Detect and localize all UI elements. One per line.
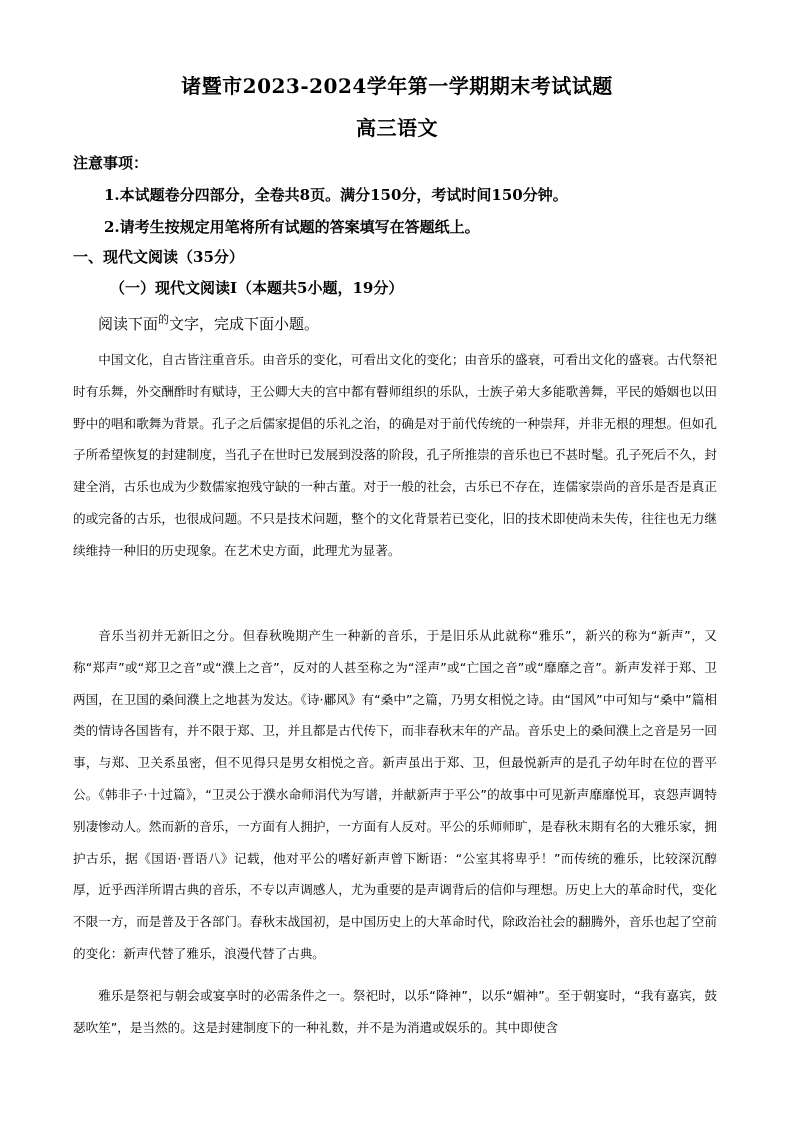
notice-item-2: 2.请考生按规定用笔将所有试题的答案填写在答题纸上。	[104, 218, 480, 236]
section-heading: 一、现代文阅读（35分）	[73, 248, 244, 266]
reading-instruction	[98, 313, 319, 334]
instruction-text-before: 阅读下面	[98, 315, 159, 333]
paragraph-text: 中国文化，自古皆注重音乐。由音乐的变化，可看出文化的变化；由音乐的盛衰，可看出文化的盛衰。古代祭祀时有乐舞，外交酬酢时有赋诗，王公卿大夫的宫中都有瞽师组织的乐队，士族子弟大多能歌善舞，平民的婚姻也以田野中的唱和歌舞为背景。孔子之后儒家提倡的乐礼之治，的确是对于前代传统的一种崇拜，并非无根的理想。但如孔子所希望恢复的封建制度，当孔子在世时已发展到没落的阶段，孔子所推崇的音乐也已不甚时髦。孔子死后不久，封建全消，古乐也成为少数儒家抱残守缺的一种古董。对于一般的社会，古乐已不存在，连儒家崇尚的音乐是否是真正的或完备的古乐，也很成问题。不只是技术问题，整个的文化背景若已变化，旧的技术即使尚未失传，往往也无力继续维持一种旧的历史现象。在艺术史方面，此理尤为显著。	[73, 352, 717, 558]
instruction-text-after: 文字，完成下面小题。	[169, 315, 320, 333]
notice-heading: 注意事项：	[73, 154, 149, 172]
reading-paragraph-1	[73, 344, 717, 567]
reading-paragraph-3	[73, 980, 717, 1044]
paragraph-text: 雅乐是祭祀与朝会或宴享时的必需条件之一。祭祀时，以乐“降神”，以乐“媚神”。至于朝宴时，“我有嘉宾，鼓瑟吹笙”，是当然的。这是封建制度下的一种礼数，并不是为消遣或娱乐的。其中即使含	[73, 988, 717, 1035]
instruction-small-char: 的	[158, 313, 170, 326]
reading-paragraph-2	[73, 620, 717, 970]
section-subheading: （一）现代文阅读Ⅰ（本题共5小题，19分）	[110, 279, 404, 297]
exam-subject: 高三语文	[356, 116, 438, 140]
notice-item-1: 1.本试题卷分四部分，全卷共8页。满分150分，考试时间150分钟。	[104, 186, 568, 204]
exam-title: 诸暨市2023-2024学年第一学期期末考试试题	[181, 74, 613, 98]
paragraph-text: 音乐当初并无新旧之分。但春秋晚期产生一种新的音乐，于是旧乐从此就称“雅乐”，新兴的称为“新声”，又称“郑声”或“郑卫之音”或“濮上之音”，反对的人甚至称之为“淫声”或“亡国之音”或“靡靡之音”。新声发祥于郑、卫两国，在卫国的桑间濮上之地甚为发达。《诗·鄘风》有“桑中”之篇，乃男女相悦之诗。由“国风”中可知与“桑中”篇相类的情诗各国皆有，并不限于郑、卫，并且都是古代传下，而非春秋末年的产品。音乐史上的桑间濮上之音是另一回事，与郑、卫关系虽密，但不见得只是男女相悦之音。新声虽出于郑、卫，但最悦新声的是孔子幼年时在位的晋平公。《韩非子·十过篇》，“卫灵公于濮水命师涓代为写谱，并献新声于平公”的故事中可见新声靡靡悦耳，哀怨声调特别凄惨动人。然而新的音乐，一方面有人拥护，一方面有人反对。平公的乐师师旷，是春秋末期有名的大雅乐家，拥护古乐，据《国语·晋语八》记载，他对平公的嗜好新声曾下断语：“公室其将卑乎！”而传统的雅乐，比较深沉醇厚，近乎西洋所谓古典的音乐，不专以声调感人，尤为重要的是声调背后的信仰与理想。历史上大的革命时代，变化不限一方，而是普及于各部门。春秋末战国初，是中国历史上的大革命时代，除政治社会的翻腾外，音乐也起了空前的变化：新声代替了雅乐，浪漫代替了古典。	[73, 628, 717, 961]
